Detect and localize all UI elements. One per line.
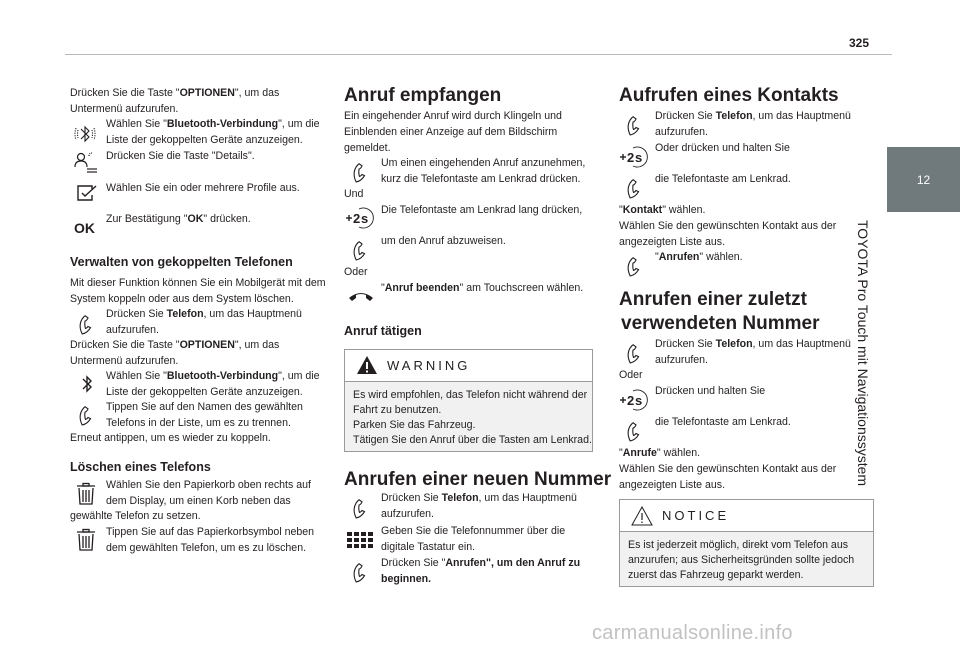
text-line: Oder (619, 369, 643, 381)
text-line: Untermenü aufzurufen. (70, 103, 179, 115)
text-line: Wählen Sie "Bluetooth-Verbindung", um die (106, 118, 320, 130)
text-line: Und (344, 188, 364, 200)
text-line: Tätigen Sie den Anruf über die Tasten am Lenkrad. (353, 434, 592, 446)
text-line: aufzurufen. (655, 126, 709, 138)
chapter-number: 12 (916, 172, 931, 187)
text-line: Wählen Sie "Bluetooth-Verbindung", um die (106, 370, 320, 382)
text-line: digitale Tastatur ein. (381, 541, 476, 553)
trash-icon (73, 528, 99, 552)
text-line: Liste der gekoppelten Geräte anzuzeigen. (106, 386, 303, 398)
text-line: angezeigten Liste aus. (619, 236, 726, 248)
svg-text:s: s (361, 211, 369, 226)
text-line: zuerst das Fahrzeug geparkt werden. (628, 569, 804, 581)
phone-icon (622, 113, 648, 137)
watermark: carmanualsonline.info (592, 622, 793, 644)
checkbox-icon (74, 182, 100, 206)
text-line: Zur Bestätigung "OK" drücken. (106, 213, 251, 225)
keypad-icon (346, 528, 376, 552)
text-line: Einblenden einer Anzeige auf dem Bildschirm (344, 126, 558, 138)
text-line: Fahrt zu benutzen. (353, 404, 442, 416)
text-line: Drücken Sie Telefon, um das Hauptmenü (655, 338, 851, 350)
svg-text:2: 2 (627, 150, 635, 165)
text-line: Drücken Sie die Taste "OPTIONEN", um das (70, 87, 280, 99)
phone-icon (74, 312, 100, 336)
text-line: Untermenü aufzurufen. (70, 355, 179, 367)
text-line: Drücken Sie Telefon, um das Hauptmenü (106, 308, 302, 320)
text-line: beginnen. (381, 573, 432, 585)
svg-text:s: s (635, 393, 643, 408)
text-line: "Anrufen" wählen. (655, 251, 743, 263)
text-line: Ein eingehender Anruf wird durch Klingeln und (344, 110, 562, 122)
text-line: System koppeln oder aus dem System löschen. (70, 293, 294, 305)
phone-icon (348, 160, 374, 184)
notice-box (619, 499, 874, 587)
text-line: kurz die Telefontaste am Lenkrad drücken. (381, 173, 581, 185)
chapter-tab (887, 147, 960, 212)
hang-up-icon (346, 284, 376, 308)
phone-icon (622, 341, 648, 365)
ok-icon: OK (74, 220, 95, 236)
text-line: Wählen Sie den gewünschten Kontakt aus der (619, 463, 837, 475)
phone-icon (622, 254, 648, 278)
text-line: Wählen Sie ein oder mehrere Profile aus. (106, 182, 300, 194)
section-heading: Aufrufen eines Kontakts (619, 85, 839, 106)
text-line: Oder drücken und halten Sie (655, 142, 790, 154)
text-line: Mit dieser Funktion können Sie ein Mobilgerät mit dem (70, 277, 326, 289)
text-line: Wählen Sie den gewünschten Kontakt aus der (619, 220, 837, 232)
phone-icon (348, 560, 374, 584)
text-line: Wählen Sie den Papierkorb oben rechts auf (106, 479, 311, 491)
section-heading: Anruf tätigen (344, 324, 422, 338)
text-line: "Kontakt" wählen. (619, 204, 706, 216)
phone-icon (348, 238, 374, 262)
text-line: Liste der gekoppelten Geräte anzuzeigen. (106, 134, 303, 146)
bluetooth-icon (74, 372, 100, 396)
phone-icon (622, 419, 648, 443)
text-line: die Telefontaste am Lenkrad. (655, 416, 791, 428)
text-line: Drücken Sie die Taste "Details". (106, 150, 255, 162)
text-line: Tippen Sie auf den Namen des gewählten (106, 401, 303, 413)
text-line: Oder (344, 266, 368, 278)
bluetooth-icon (72, 122, 98, 146)
warning-box (344, 349, 593, 452)
steering-wheel-phone-icon (619, 145, 649, 169)
text-line: aufzurufen. (106, 324, 160, 336)
svg-text:s: s (635, 150, 643, 165)
section-heading: Löschen eines Telefons (70, 460, 211, 474)
header-rule (65, 54, 892, 55)
warning-label: WARNING (387, 358, 471, 373)
text-line: Tippen Sie auf das Papierkorbsymbol neben (106, 526, 315, 538)
section-heading: Anruf empfangen (344, 85, 502, 106)
text-line: Um einen eingehenden Anruf anzunehmen, (381, 157, 586, 169)
text-line: Es ist jederzeit möglich, direkt vom Telefon aus (628, 539, 849, 551)
text-line: Erneut antippen, um es wieder zu koppeln. (70, 432, 271, 444)
text-line: Die Telefontaste am Lenkrad lang drücken, (381, 204, 583, 216)
text-line: Parken Sie das Fahrzeug. (353, 419, 476, 431)
steering-wheel-phone-icon (619, 388, 649, 412)
phone-icon (74, 403, 100, 427)
svg-text:2: 2 (353, 211, 361, 226)
text-line: Es wird empfohlen, das Telefon nicht während der (353, 389, 588, 401)
text-line: Drücken und halten Sie (655, 385, 766, 397)
text-line: Drücken Sie die Taste "OPTIONEN", um das (70, 339, 280, 351)
text-line: um den Anruf abzuweisen. (381, 235, 506, 247)
warning-icon (356, 355, 378, 375)
trash-icon (73, 482, 99, 506)
text-line: Drücken Sie "Anrufen", um den Anruf zu (381, 557, 581, 569)
text-line: dem gewählten Telefon, um es zu löschen. (106, 542, 307, 554)
text-line: anzurufen; aus Sicherheitsgründen sollte jedoch (628, 554, 855, 566)
text-line: aufzurufen. (655, 354, 709, 366)
text-line: Drücken Sie Telefon, um das Hauptmenü (381, 492, 577, 504)
text-line: Geben Sie die Telefonnummer über die (381, 525, 566, 537)
section-heading: verwendeten Nummer (621, 313, 820, 334)
svg-text:2: 2 (627, 393, 635, 408)
text-line: gemeldet. (344, 142, 391, 154)
warning-header (345, 350, 592, 382)
text-line: "Anrufe" wählen. (619, 447, 701, 459)
phone-icon (348, 496, 374, 520)
text-line: aufzurufen. (381, 508, 435, 520)
side-title: TOYOTA Pro Touch mit Navigationssystem (855, 220, 871, 487)
text-line: gewählte Telefon zu setzen. (70, 510, 201, 522)
section-heading: Anrufen einer zuletzt (619, 289, 807, 310)
section-heading: Anrufen einer neuen Nummer (344, 469, 612, 490)
details-icon (72, 150, 98, 174)
text-line: "Anruf beenden" am Touchscreen wählen. (381, 282, 584, 294)
page-number: 325 (849, 36, 870, 50)
section-heading: Verwalten von gekoppelten Telefonen (70, 255, 293, 269)
steering-wheel-phone-icon (345, 206, 375, 230)
text-line: die Telefontaste am Lenkrad. (655, 173, 791, 185)
notice-label: NOTICE (662, 508, 730, 523)
text-line: Drücken Sie Telefon, um das Hauptmenü (655, 110, 851, 122)
notice-header (620, 500, 873, 532)
text-line: dem Display, um einen Korb neben das (106, 495, 291, 507)
phone-icon (622, 176, 648, 200)
text-line: angezeigten Liste aus. (619, 479, 726, 491)
info-triangle-icon (631, 506, 653, 526)
text-line: Telefons in der Liste, um es zu trennen. (106, 417, 291, 429)
